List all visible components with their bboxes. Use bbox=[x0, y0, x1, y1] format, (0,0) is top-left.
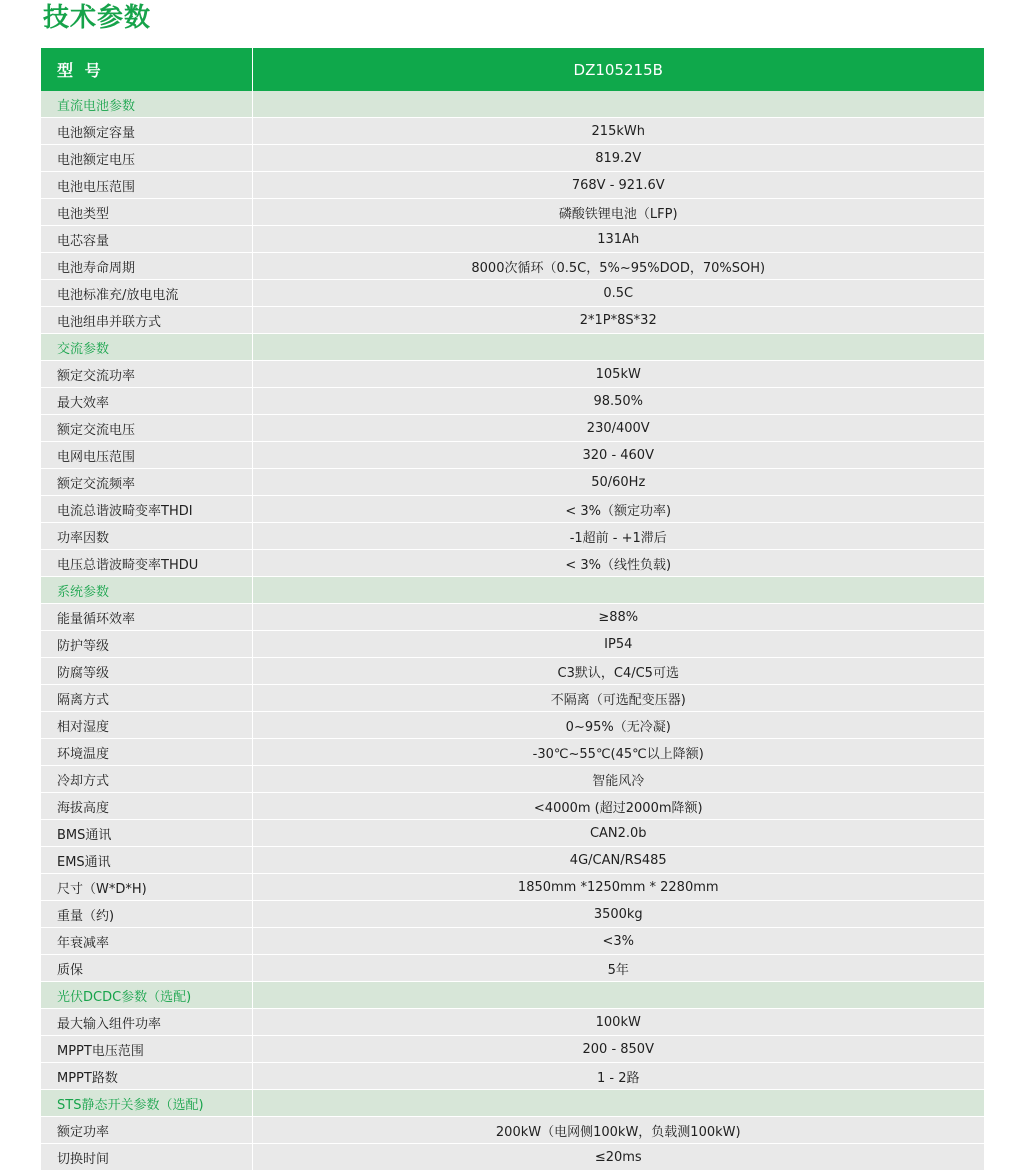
param-name: EMS通讯 bbox=[41, 847, 252, 874]
param-value: C3默认，C4/C5可选 bbox=[252, 658, 984, 685]
param-value: 磷酸铁锂电池（LFP) bbox=[252, 199, 984, 226]
param-value: 0.5C bbox=[252, 280, 984, 307]
param-value: 819.2V bbox=[252, 145, 984, 172]
param-name: 额定交流功率 bbox=[41, 361, 252, 388]
table-row bbox=[41, 199, 984, 226]
table-row bbox=[41, 685, 984, 712]
param-name: 年衰减率 bbox=[41, 928, 252, 955]
param-value: 0~95%（无冷凝) bbox=[252, 712, 984, 739]
table-row bbox=[41, 901, 984, 928]
param-name: 重量（约) bbox=[41, 901, 252, 928]
param-name: 电池组串并联方式 bbox=[41, 307, 252, 334]
param-value: 智能风冷 bbox=[252, 766, 984, 793]
param-name: 电池寿命周期 bbox=[41, 253, 252, 280]
param-name: BMS通讯 bbox=[41, 820, 252, 847]
section-value bbox=[252, 91, 984, 118]
table-row bbox=[41, 631, 984, 658]
spec-table bbox=[41, 48, 984, 1171]
param-value: 3500kg bbox=[252, 901, 984, 928]
table-row bbox=[41, 550, 984, 577]
param-name: 电网电压范围 bbox=[41, 442, 252, 469]
table-row bbox=[41, 604, 984, 631]
param-name: 电压总谐波畸变率THDU bbox=[41, 550, 252, 577]
param-value: CAN2.0b bbox=[252, 820, 984, 847]
param-name: 额定交流电压 bbox=[41, 415, 252, 442]
param-value: 2*1P*8S*32 bbox=[252, 307, 984, 334]
param-name: 防腐等级 bbox=[41, 658, 252, 685]
param-value: 1850mm *1250mm * 2280mm bbox=[252, 874, 984, 901]
param-value: 105kW bbox=[252, 361, 984, 388]
table-row bbox=[41, 658, 984, 685]
param-name: 尺寸（W*D*H) bbox=[41, 874, 252, 901]
param-value: -30℃~55℃(45℃以上降额) bbox=[252, 739, 984, 766]
param-value: 768V - 921.6V bbox=[252, 172, 984, 199]
param-value: 230/400V bbox=[252, 415, 984, 442]
section-label: 系统参数 bbox=[41, 577, 252, 604]
table-row bbox=[41, 496, 984, 523]
table-row bbox=[41, 253, 984, 280]
param-name: 质保 bbox=[41, 955, 252, 982]
section-label: 直流电池参数 bbox=[41, 91, 252, 118]
table-row bbox=[41, 874, 984, 901]
param-name: 电池额定电压 bbox=[41, 145, 252, 172]
table-row bbox=[41, 1036, 984, 1063]
param-value: 320 - 460V bbox=[252, 442, 984, 469]
section-header-row bbox=[41, 982, 984, 1009]
param-name: 海拔高度 bbox=[41, 793, 252, 820]
param-name: 电池电压范围 bbox=[41, 172, 252, 199]
param-value: IP54 bbox=[252, 631, 984, 658]
table-row bbox=[41, 793, 984, 820]
table-row bbox=[41, 1117, 984, 1144]
section-header-row bbox=[41, 91, 984, 118]
section-header-row bbox=[41, 334, 984, 361]
param-name: 环境温度 bbox=[41, 739, 252, 766]
param-value: ≥88% bbox=[252, 604, 984, 631]
table-row bbox=[41, 388, 984, 415]
param-value: 4G/CAN/RS485 bbox=[252, 847, 984, 874]
section-value bbox=[252, 982, 984, 1009]
model-value: DZ105215B bbox=[252, 48, 984, 91]
table-header-row bbox=[41, 48, 984, 91]
table-row bbox=[41, 442, 984, 469]
model-label: 型 号 bbox=[41, 48, 252, 91]
param-name: 功率因数 bbox=[41, 523, 252, 550]
section-value bbox=[252, 577, 984, 604]
section-value bbox=[252, 1090, 984, 1117]
param-name: 电池标准充/放电电流 bbox=[41, 280, 252, 307]
param-name: 相对湿度 bbox=[41, 712, 252, 739]
param-value: 5年 bbox=[252, 955, 984, 982]
table-row bbox=[41, 1009, 984, 1036]
section-label: 交流参数 bbox=[41, 334, 252, 361]
section-header-row bbox=[41, 577, 984, 604]
param-value: 8000次循环（0.5C，5%~95%DOD，70%SOH) bbox=[252, 253, 984, 280]
param-name: 能量循环效率 bbox=[41, 604, 252, 631]
section-header-row bbox=[41, 1090, 984, 1117]
param-value: <4000m (超过2000m降额) bbox=[252, 793, 984, 820]
table-row bbox=[41, 145, 984, 172]
param-name: 电池额定容量 bbox=[41, 118, 252, 145]
param-value: 98.50% bbox=[252, 388, 984, 415]
param-name: 冷却方式 bbox=[41, 766, 252, 793]
param-name: 电流总谐波畸变率THDI bbox=[41, 496, 252, 523]
param-value: ≤20ms bbox=[252, 1144, 984, 1171]
param-value: 200 - 850V bbox=[252, 1036, 984, 1063]
param-name: 最大效率 bbox=[41, 388, 252, 415]
table-row bbox=[41, 712, 984, 739]
param-name: 电芯容量 bbox=[41, 226, 252, 253]
table-row bbox=[41, 523, 984, 550]
table-row bbox=[41, 847, 984, 874]
param-name: MPPT路数 bbox=[41, 1063, 252, 1090]
param-value: -1超前 - +1滞后 bbox=[252, 523, 984, 550]
table-row bbox=[41, 955, 984, 982]
table-row bbox=[41, 928, 984, 955]
param-value: 100kW bbox=[252, 1009, 984, 1036]
section-label: 光伏DCDC参数（选配) bbox=[41, 982, 252, 1009]
param-name: 隔离方式 bbox=[41, 685, 252, 712]
param-value: 50/60Hz bbox=[252, 469, 984, 496]
param-value: < 3%（线性负载) bbox=[252, 550, 984, 577]
spec-table-body bbox=[41, 91, 984, 1171]
param-value: 200kW（电网侧100kW，负载测100kW) bbox=[252, 1117, 984, 1144]
page-title: 技术参数 bbox=[43, 3, 152, 33]
param-name: 防护等级 bbox=[41, 631, 252, 658]
table-row bbox=[41, 226, 984, 253]
table-row bbox=[41, 469, 984, 496]
param-name: 最大输入组件功率 bbox=[41, 1009, 252, 1036]
param-name: 额定功率 bbox=[41, 1117, 252, 1144]
table-row bbox=[41, 307, 984, 334]
section-label: STS静态开关参数（选配) bbox=[41, 1090, 252, 1117]
param-value: < 3%（额定功率) bbox=[252, 496, 984, 523]
table-row bbox=[41, 739, 984, 766]
table-row bbox=[41, 1063, 984, 1090]
param-name: MPPT电压范围 bbox=[41, 1036, 252, 1063]
param-value: 215kWh bbox=[252, 118, 984, 145]
table-row bbox=[41, 361, 984, 388]
table-row bbox=[41, 280, 984, 307]
table-row bbox=[41, 820, 984, 847]
table-row bbox=[41, 118, 984, 145]
table-row bbox=[41, 415, 984, 442]
param-value: 131Ah bbox=[252, 226, 984, 253]
param-value: <3% bbox=[252, 928, 984, 955]
param-value: 不隔离（可选配变压器) bbox=[252, 685, 984, 712]
table-row bbox=[41, 1144, 984, 1171]
param-name: 电池类型 bbox=[41, 199, 252, 226]
param-name: 切换时间 bbox=[41, 1144, 252, 1171]
table-row bbox=[41, 766, 984, 793]
section-value bbox=[252, 334, 984, 361]
param-value: 1 - 2路 bbox=[252, 1063, 984, 1090]
table-row bbox=[41, 172, 984, 199]
param-name: 额定交流频率 bbox=[41, 469, 252, 496]
